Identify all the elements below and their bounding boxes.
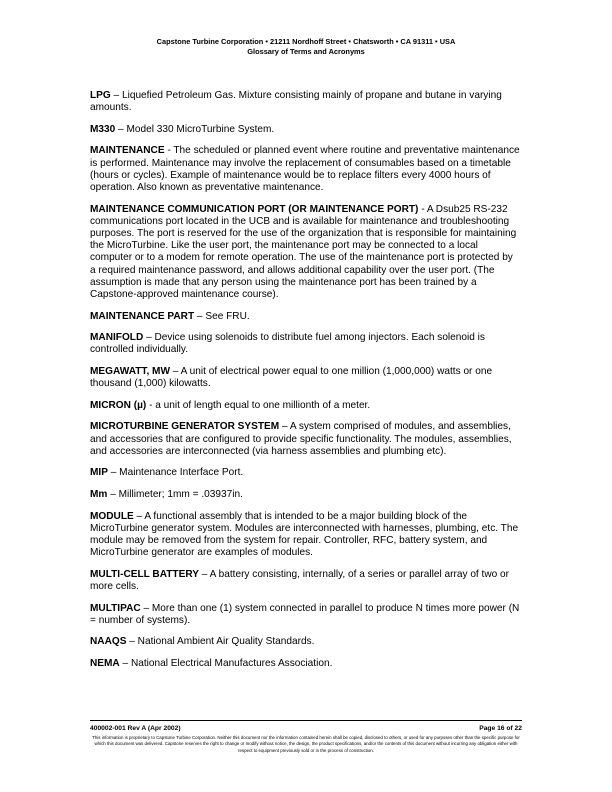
glossary-term: Mm <box>90 488 108 500</box>
document-title: Glossary of Terms and Acronyms <box>247 47 365 56</box>
glossary-entry-lpg <box>90 90 520 114</box>
glossary-definition: – Device using solenoids to distribute fuel among injectors. Each solenoid is controlled individually. <box>90 332 485 356</box>
glossary-entry-manifold <box>90 332 520 356</box>
glossary-term: MAINTENANCE <box>90 145 165 157</box>
glossary-definition: – Maintenance Interface Port. <box>107 467 244 479</box>
glossary-term: MAINTENANCE PART <box>90 310 195 322</box>
proprietary-notice: This information is proprietary to Capstone Turbine Corporation. Neither this document nor the information contained herein shall be copied, disclosed to others, or used for any purposes other than the specific purpose for which this document was delivered. Capstone reserves the right to change or modify without notice, the design, the product specifications, and/or the contents of this document without incurring any obligation either with respect to equipment previously sold or in the process of construction. <box>92 735 520 753</box>
glossary-entry-m330 <box>90 124 520 136</box>
glossary-definition: - a unit of length equal to one millionth of a meter. <box>146 399 371 411</box>
glossary-definition: - The scheduled or planned event where routine and preventative maintenance is performed. Maintenance may involve the replacement of consumables based on a timetable (hours or cycles). Example of maintenance would be to replace filters every 4000 hours of operation. Also known as preventative maintenance. <box>90 145 520 193</box>
glossary-term: MULTIPAC <box>90 602 141 614</box>
glossary-entry-module <box>90 511 520 560</box>
glossary-term: MAINTENANCE COMMUNICATION PORT (OR MAINTENANCE PORT) <box>90 203 419 215</box>
glossary-definition: – A unit of electrical power equal to one million (1,000,000) watts or one thousand (1,000) kilowatts. <box>90 366 493 390</box>
glossary-term: MICRON (µ) <box>90 399 147 411</box>
glossary-entry-microturbine-generator-system <box>90 421 520 458</box>
glossary-entry-mip <box>90 467 520 479</box>
glossary-term: NAAQS <box>90 636 127 648</box>
glossary-definition: – A functional assembly that is intended to be a major building block of the MicroTurbine generator system. Modules are interconnected with harnesses, plumbing, etc. The module may be removed from the system for repair. Controller, RFC, battery system, and MicroTurbine generator are examples of modules. <box>90 510 519 559</box>
glossary-body <box>90 90 520 680</box>
glossary-term: LPG <box>90 90 111 101</box>
glossary-definition: - A Dsub25 RS-232 communications port located in the UCB and is available for maintenance and troubleshooting purposes. The port is reserved for the use of the organization that is responsible for maintaining the MicroTurbine. Like the user port, the maintenance port may be connected to a local computer or to a modem for remote operation. The use of the maintenance port is protected by a required maintenance password, and allows additional capability over the user port. (The assumption is made that any person using the maintenance port has been trained by a Capstone-approved maintenance course). <box>90 203 517 301</box>
glossary-definition: – National Electrical Manufactures Association. <box>119 657 333 669</box>
glossary-term: MANIFOLD <box>90 332 144 344</box>
glossary-term: MEGAWATT, MW <box>90 366 170 377</box>
glossary-definition: – Liquefied Petroleum Gas. Mixture consisting mainly of propane and butane in varying amounts. <box>90 90 502 114</box>
glossary-definition: – More than one (1) system connected in parallel to produce N times more power (N = number of systems). <box>90 602 520 626</box>
glossary-definition: – Millimeter; 1mm = .03937in. <box>107 488 243 500</box>
glossary-term: M330 <box>90 123 116 135</box>
glossary-term: MICROTURBINE GENERATOR SYSTEM <box>90 421 280 433</box>
page-header <box>0 37 612 57</box>
footer-divider <box>90 720 522 721</box>
glossary-term: NEMA <box>90 657 120 669</box>
glossary-definition: – A battery consisting, internally, of a series or parallel array of two or more cells. <box>90 568 510 592</box>
glossary-entry-micron <box>90 400 520 412</box>
glossary-entry-maintenance-port <box>90 204 520 302</box>
glossary-entry-nema <box>90 658 520 670</box>
glossary-entry-maintenance <box>90 145 520 194</box>
glossary-entry-megawatt <box>90 366 520 390</box>
glossary-entry-multipac <box>90 603 520 627</box>
glossary-entry-mm <box>90 489 520 501</box>
glossary-definition: – A system comprised of modules, and assemblies, and accessories that are configured to provide specific functionality. The modules, assemblies, and accessories are interconnected (via harness assemblies and plumbing etc). <box>90 421 512 457</box>
glossary-entry-multi-cell-battery <box>90 569 520 593</box>
glossary-definition: – Model 330 MicroTurbine System. <box>115 123 275 135</box>
glossary-definition: – See FRU. <box>194 310 250 322</box>
glossary-term: MULTI-CELL BATTERY <box>90 568 199 580</box>
glossary-entry-maintenance-part <box>90 311 520 323</box>
glossary-definition: – National Ambient Air Quality Standards. <box>126 636 315 648</box>
page-number: Page 16 of 22 <box>479 725 522 732</box>
document-number: 400002-001 Rev A (Apr 2002) <box>90 725 181 732</box>
glossary-term: MODULE <box>90 510 134 522</box>
glossary-term: MIP <box>90 467 108 479</box>
glossary-entry-naaqs <box>90 636 520 648</box>
company-address-line: Capstone Turbine Corporation • 21211 Nordhoff Street • Chatsworth • CA 91311 • USA <box>156 37 456 46</box>
